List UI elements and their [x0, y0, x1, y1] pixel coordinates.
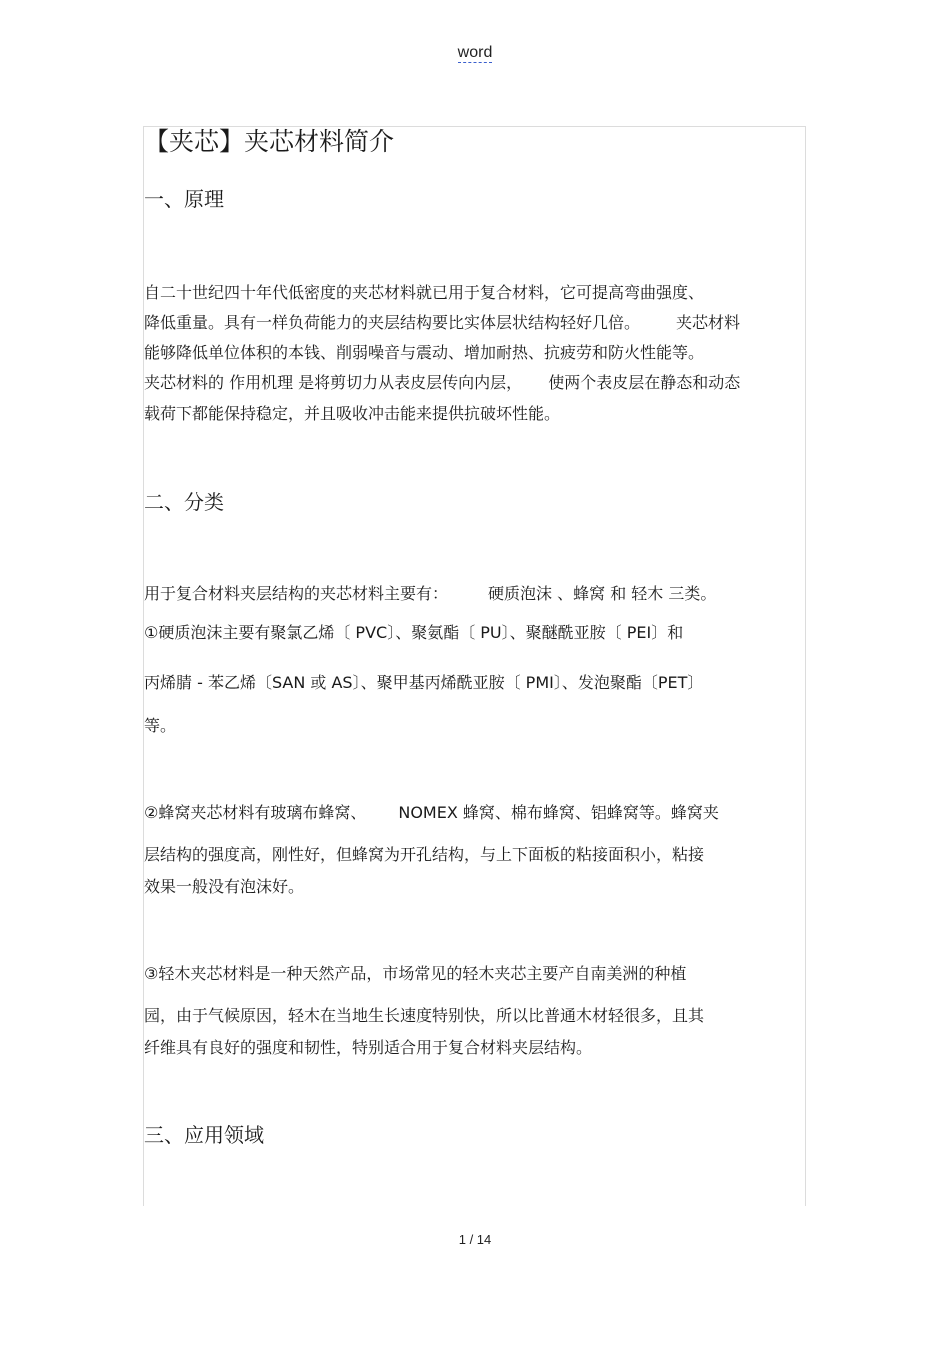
paragraph-line: ①硬质泡沫主要有聚氯乙烯〔 PVC〕、聚氨酯〔 PU〕、聚醚酰亚胺〔 PEI〕和 — [144, 623, 684, 642]
paragraph-line: 园，由于气候原因，轻木在当地生长速度特别快，所以比普通木材轻很多，且其 — [144, 1006, 705, 1025]
paragraph-line: 层结构的强度高，刚性好，但蜂窝为开孔结构，与上下面板的粘接面积小，粘接 — [144, 845, 705, 864]
paragraph-line: 自二十世纪四十年代低密度的夹芯材料就已用于复合材料，它可提高弯曲强度、 — [144, 283, 705, 302]
paragraph-line: 效果一般没有泡沫好。 — [144, 877, 305, 896]
document-title: 【夹芯】夹芯材料简介 — [144, 127, 395, 156]
paragraph-line: 夹芯材料的 作用机理 是将剪切力从表皮层传向内层， 使两个表皮层在静态和动态 — [144, 373, 741, 392]
page-indicator: 1 / 14 — [458, 1232, 492, 1247]
section-heading-principle: 一、原理 — [144, 187, 224, 211]
paragraph-line: 用于复合材料夹层结构的夹芯材料主要有： 硬质泡沫 、蜂窝 和 轻木 三类。 — [144, 584, 717, 603]
paragraph-line: 等。 — [144, 716, 177, 735]
paragraph-line: 降低重量。具有一样负荷能力的夹层结构要比实体层状结构轻好几倍。 夹芯材料 — [144, 313, 741, 332]
paragraph-line: 纤维具有良好的强度和韧性，特别适合用于复合材料夹层结构。 — [144, 1038, 593, 1057]
paragraph-line: ③轻木夹芯材料是一种天然产品，市场常见的轻木夹芯主要产自南美洲的种植 — [144, 964, 687, 983]
paragraph-line: 能够降低单位体积的本钱、削弱噪音与震动、增加耐热、抗疲劳和防火性能等。 — [144, 343, 705, 362]
paragraph-line: ②蜂窝夹芯材料有玻璃布蜂窝、 NOMEX 蜂窝、棉布蜂窝、铝蜂窝等。蜂窝夹 — [144, 803, 719, 822]
paragraph-line: 丙烯腈 - 苯乙烯〔SAN 或 AS〕、聚甲基丙烯酰亚胺〔 PMI〕、发泡聚酯〔PET〕 — [144, 673, 704, 692]
section-heading-classification: 二、分类 — [144, 490, 224, 514]
header-label: word — [457, 44, 493, 61]
section-heading-applications: 三、应用领域 — [144, 1123, 264, 1147]
paragraph-line: 载荷下都能保持稳定，并且吸收冲击能来提供抗破坏性能。 — [144, 404, 561, 423]
